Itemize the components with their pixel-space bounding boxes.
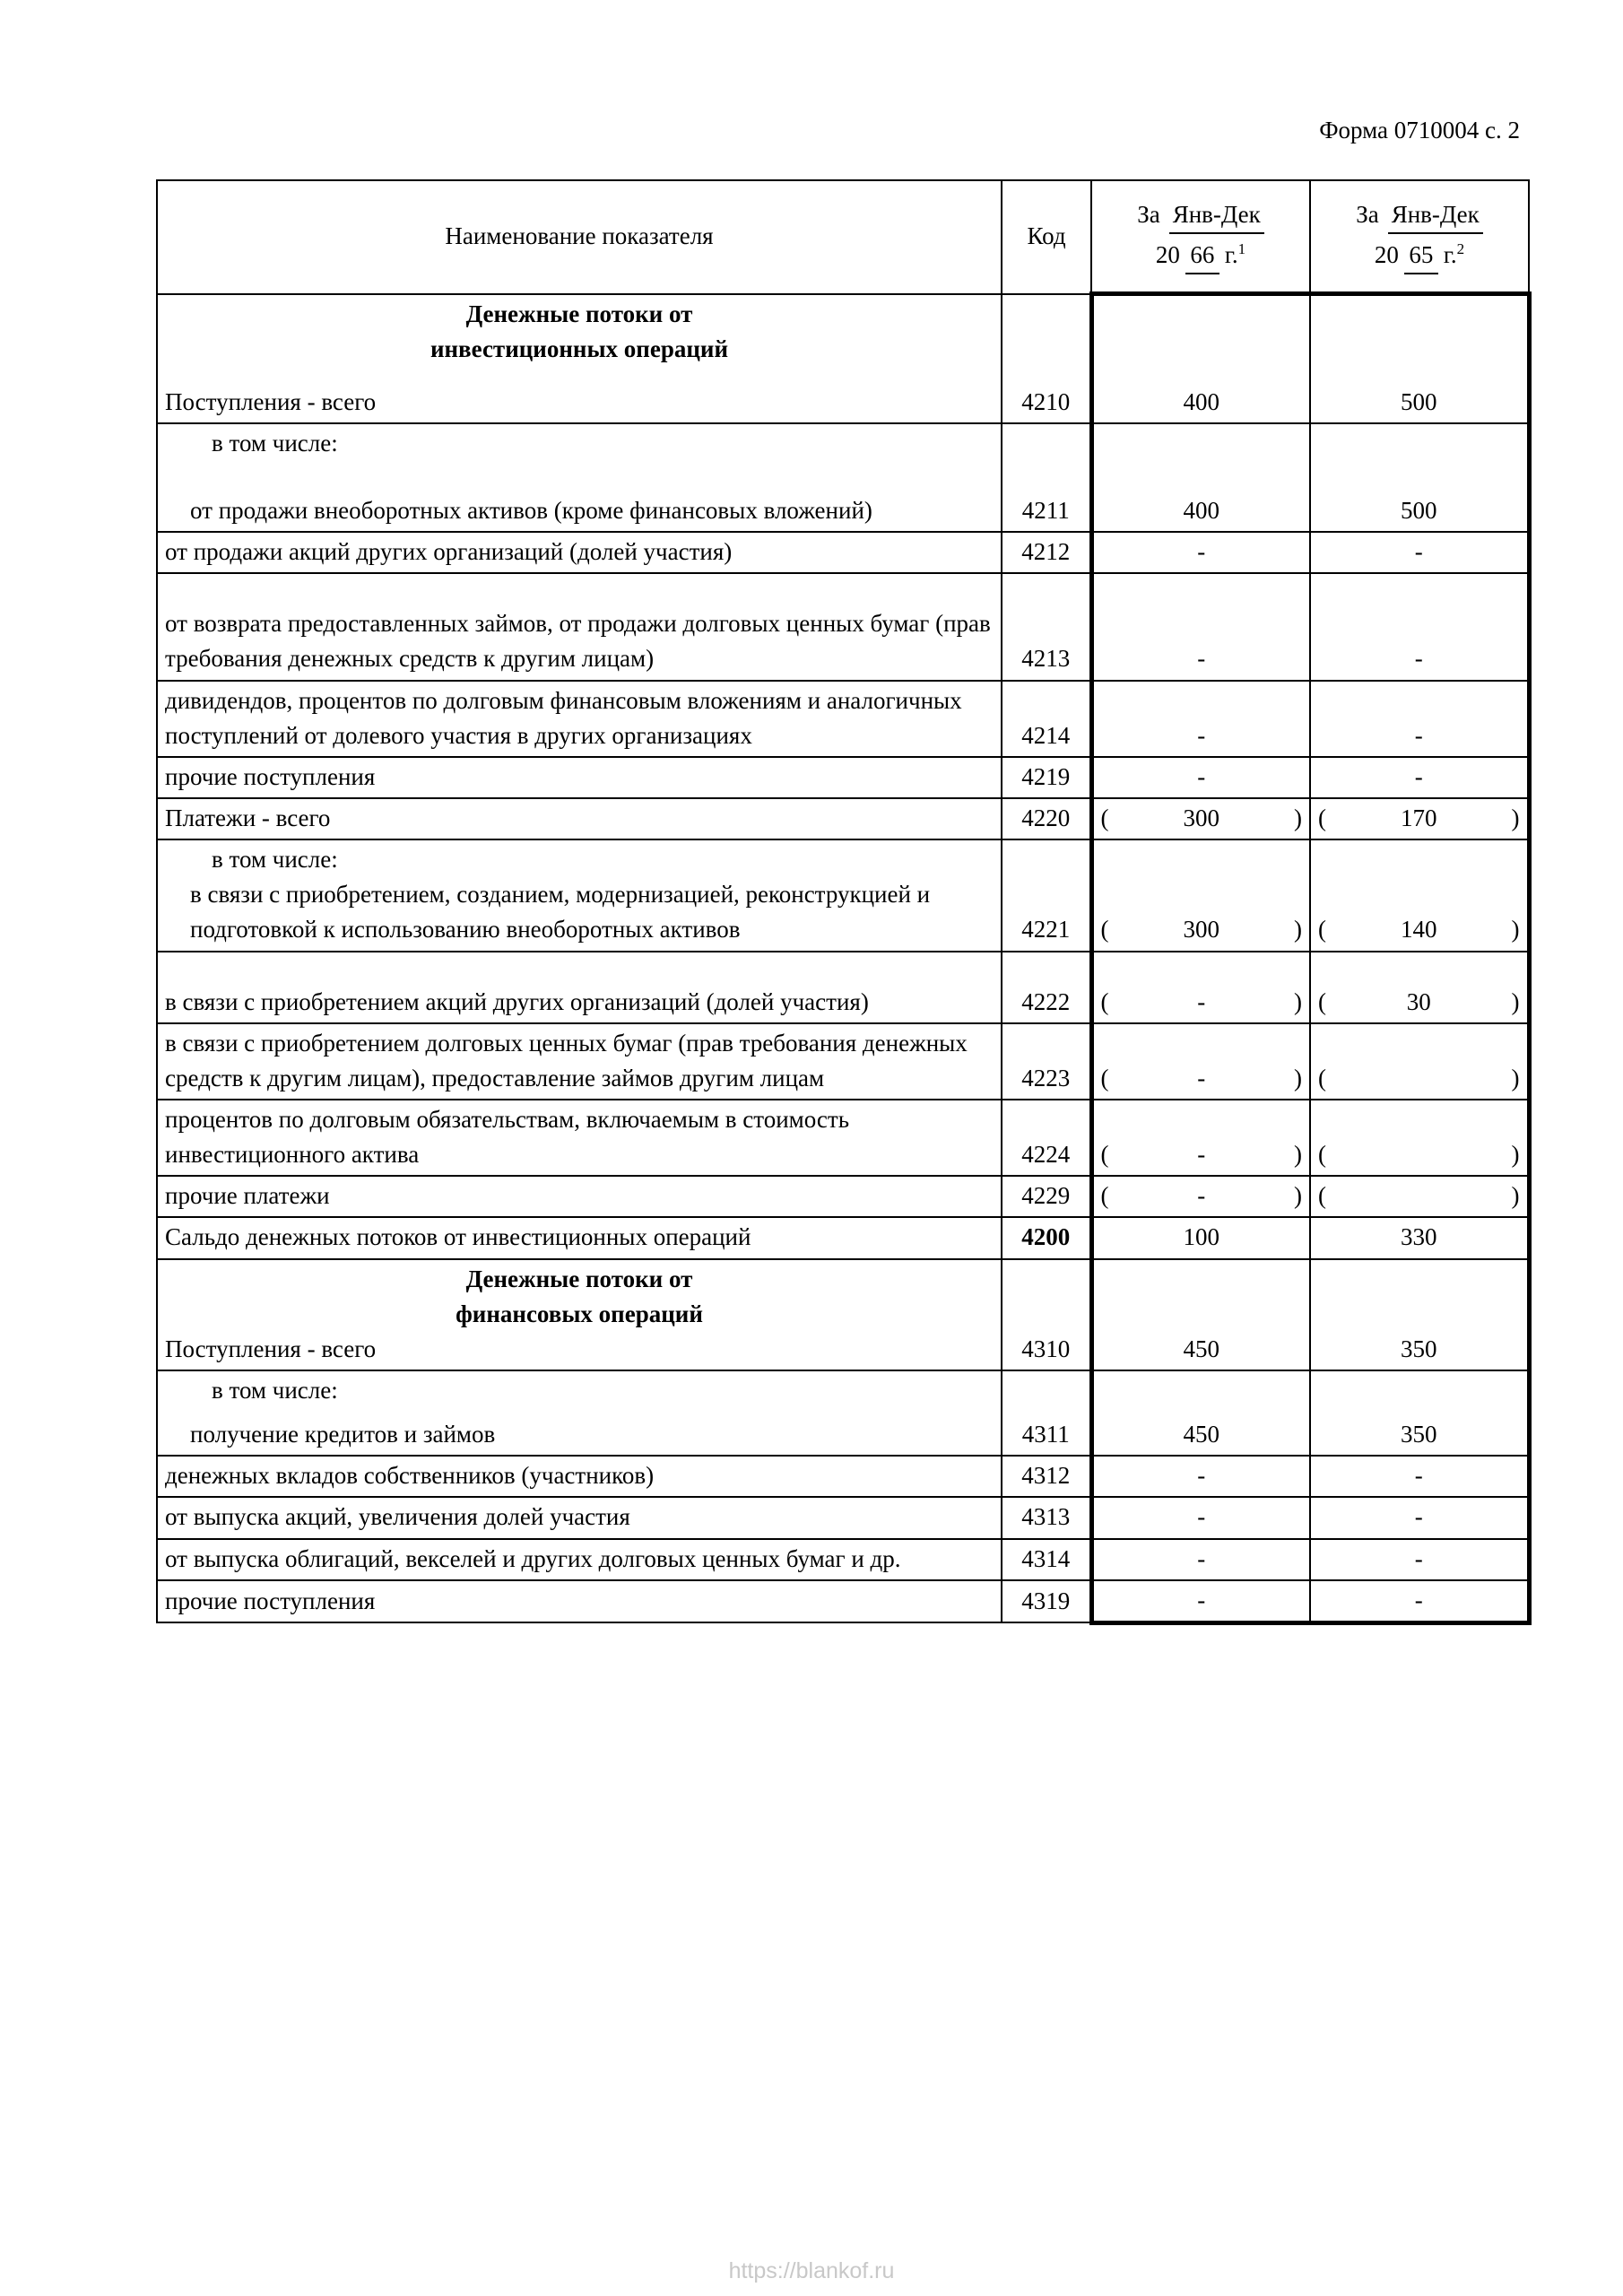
row-value-current: 450: [1091, 1370, 1310, 1456]
row-value-previous: ( 140 ): [1310, 839, 1529, 951]
header-name: Наименование показателя: [157, 180, 1002, 294]
row-label-text: Поступления - всего: [165, 1335, 377, 1362]
table-row: [157, 1497, 1529, 1538]
period-months: Янв-Дек: [1169, 197, 1264, 234]
header-period-previous: [1310, 180, 1529, 294]
table-row: [157, 573, 1529, 680]
row-label: прочие поступления: [157, 757, 1002, 798]
row-value-previous: ( 170 ): [1310, 798, 1529, 839]
row-value-current: 400: [1091, 294, 1310, 423]
row-value-previous: ( 30 ): [1310, 952, 1529, 1023]
row-code: 4219: [1002, 757, 1091, 798]
year-value: 66: [1185, 238, 1219, 274]
row-value-current: 100: [1091, 1217, 1310, 1258]
row-value-previous: -: [1310, 1497, 1529, 1538]
row-label: от продажи акций других организаций (долей участия): [157, 532, 1002, 573]
row-value-previous: -: [1310, 532, 1529, 573]
table-row: [157, 423, 1529, 532]
row-value-previous: ( ): [1310, 1100, 1529, 1176]
table-row: [157, 1456, 1529, 1497]
row-code: 4221: [1002, 839, 1091, 951]
row-code: 4314: [1002, 1539, 1091, 1580]
row-code: 4222: [1002, 952, 1091, 1023]
row-value-previous: -: [1310, 757, 1529, 798]
row-value-current: -: [1091, 573, 1310, 680]
row-code: 4210: [1002, 294, 1091, 423]
table-row: [157, 952, 1529, 1023]
row-code: 4319: [1002, 1580, 1091, 1623]
row-value-previous: -: [1310, 1456, 1529, 1497]
year-value: 65: [1404, 238, 1438, 274]
table-row: [157, 532, 1529, 573]
year-suffix: г.: [1443, 241, 1457, 268]
table-row: [157, 839, 1529, 951]
row-value-previous: 500: [1310, 294, 1529, 423]
row-label: прочие поступления: [157, 1580, 1002, 1623]
header-code: Код: [1002, 180, 1091, 294]
watermark: https://blankof.ru: [728, 2258, 895, 2283]
row-label: от выпуска облигаций, векселей и других долговых ценных бумаг и др.: [157, 1539, 1002, 1580]
row-label: прочие платежи: [157, 1176, 1002, 1217]
row-value-current: 400: [1091, 423, 1310, 532]
row-value-current: -: [1091, 532, 1310, 573]
header-period-current: [1091, 180, 1310, 294]
table-row: [157, 1023, 1529, 1100]
row-value-previous: ( ): [1310, 1176, 1529, 1217]
row-value-previous: -: [1310, 1539, 1529, 1580]
table-row: [157, 1176, 1529, 1217]
row-value-current: ( 300 ): [1091, 839, 1310, 951]
table-row: [157, 1580, 1529, 1623]
period-prefix: За: [1137, 200, 1160, 228]
row-label-text: Поступления - всего: [165, 387, 377, 415]
row-code: 4212: [1002, 532, 1091, 573]
row-code: 4229: [1002, 1176, 1091, 1217]
form-number: Форма 0710004 с. 2: [1319, 117, 1520, 144]
row-label: от возврата предоставленных займов, от продажи долговых ценных бумаг (прав требования денежных средств к другим лицам): [157, 573, 1002, 680]
row-label: [157, 1259, 1002, 1370]
row-label: в связи с приобретением долговых ценных бумаг (прав требования денежных средств к другим лицам), предоставление займов другим лицам: [157, 1023, 1002, 1100]
row-label: от выпуска акций, увеличения долей участия: [157, 1497, 1002, 1538]
table-row: [157, 681, 1529, 757]
table-row: [157, 1370, 1529, 1456]
including-label: в том числе:: [212, 1377, 338, 1405]
row-code: 4313: [1002, 1497, 1091, 1538]
row-label: Сальдо денежных потоков от инвестиционных операций: [157, 1217, 1002, 1258]
row-label-text: в связи с приобретением, созданием, модернизацией, реконструкцией и подготовкой к использованию внеоборотных активов: [190, 881, 931, 944]
row-value-current: ( - ): [1091, 1023, 1310, 1100]
row-code: 4214: [1002, 681, 1091, 757]
year-prefix: 20: [1374, 241, 1399, 268]
row-value-previous: ( ): [1310, 1023, 1529, 1100]
row-code: 4213: [1002, 573, 1091, 680]
header-row: [157, 180, 1529, 294]
row-label: Платежи - всего: [157, 798, 1002, 839]
row-code: 4220: [1002, 798, 1091, 839]
row-label: дивидендов, процентов по долговым финансовым вложениям и аналогичных поступлений от долевого участия в других организациях: [157, 681, 1002, 757]
row-value-previous: 330: [1310, 1217, 1529, 1258]
cash-flow-table: [156, 179, 1532, 1625]
row-code: 4310: [1002, 1259, 1091, 1370]
table-row: [157, 1259, 1529, 1370]
row-value-current: -: [1091, 1497, 1310, 1538]
section-title-invest: Денежные потоки от инвестиционных операций: [430, 300, 729, 362]
table-row: [157, 757, 1529, 798]
row-code: 4211: [1002, 423, 1091, 532]
including-label: в том числе:: [212, 846, 338, 874]
row-label: [157, 839, 1002, 951]
row-value-current: -: [1091, 757, 1310, 798]
year-suffix: г.: [1224, 241, 1238, 268]
including-label: в том числе:: [212, 429, 338, 457]
row-value-current: -: [1091, 1456, 1310, 1497]
row-value-current: ( - ): [1091, 1176, 1310, 1217]
period-months: Янв-Дек: [1388, 197, 1483, 234]
row-value-previous: 350: [1310, 1259, 1529, 1370]
table-row: [157, 798, 1529, 839]
row-label: [157, 294, 1002, 423]
table-row: [157, 1100, 1529, 1176]
footnote-mark: 1: [1237, 240, 1246, 257]
row-label: процентов по долговым обязательствам, включаемым в стоимость инвестиционного актива: [157, 1100, 1002, 1176]
row-code: 4200: [1002, 1217, 1091, 1258]
table-row: [157, 294, 1529, 423]
row-code: 4224: [1002, 1100, 1091, 1176]
row-value-previous: -: [1310, 681, 1529, 757]
row-label: [157, 1370, 1002, 1456]
section-title-finance: Денежные потоки от финансовых операций: [456, 1265, 703, 1327]
footnote-mark: 2: [1456, 240, 1465, 257]
row-code: 4223: [1002, 1023, 1091, 1100]
year-prefix: 20: [1155, 241, 1180, 268]
row-value-current: ( - ): [1091, 952, 1310, 1023]
row-value-current: ( - ): [1091, 1100, 1310, 1176]
row-value-previous: -: [1310, 573, 1529, 680]
row-label-text: от продажи внеоборотных активов (кроме финансовых вложений): [190, 497, 872, 525]
row-value-previous: -: [1310, 1580, 1529, 1623]
row-value-current: 450: [1091, 1259, 1310, 1370]
row-code: 4312: [1002, 1456, 1091, 1497]
table-row: [157, 1539, 1529, 1580]
row-label: в связи с приобретением акций других организаций (долей участия): [157, 952, 1002, 1023]
table-row: [157, 1217, 1529, 1258]
row-code: 4311: [1002, 1370, 1091, 1456]
row-label: [157, 423, 1002, 532]
row-value-current: -: [1091, 681, 1310, 757]
row-value-current: -: [1091, 1539, 1310, 1580]
period-prefix: За: [1356, 200, 1379, 228]
row-value-previous: 500: [1310, 423, 1529, 532]
row-value-current: -: [1091, 1580, 1310, 1623]
row-label-text: получение кредитов и займов: [190, 1421, 496, 1448]
row-value-previous: 350: [1310, 1370, 1529, 1456]
row-value-current: ( 300 ): [1091, 798, 1310, 839]
row-label: денежных вкладов собственников (участников): [157, 1456, 1002, 1497]
